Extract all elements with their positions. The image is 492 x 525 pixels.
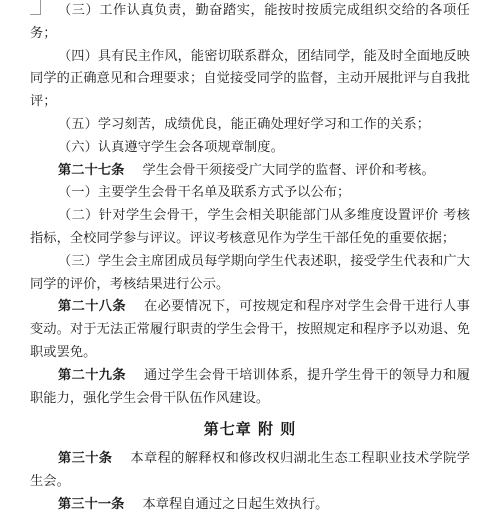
article-28-text: 在必要情况下，可按规定和程序对学生会骨干进行人事变动。对于无法正常履行职责的学生会骨干，按照规定和程序予以劝退、免职或罢免。: [30, 299, 470, 360]
article-28-number: 第二十八条: [58, 299, 126, 315]
document-body: [30, 0, 470, 517]
article-27-number: 第二十七条: [58, 162, 125, 178]
qualification-item-5: （五）学习刻苦，成绩优良，能正确处理好学习和工作的关系；: [58, 116, 431, 132]
qualification-item-6: （六）认真遵守学生会各项规章制度。: [58, 139, 284, 155]
qualification-item-4: （四）具有民主作风，能密切联系群众，团结同学，能及时全面地反映同学的正确意见和合理要求；自觉接受同学的监督，主动开展批评与自我批评；: [30, 48, 470, 110]
article-27-item-2: （二）针对学生会骨干，学生会相关职能部门从多维度设置评价 考核指标，全校同学参与评议。评议考核意见作为学生干部任免的重要依据；: [30, 208, 470, 246]
article-30-text: 本章程的解释权和修改权归湖北生态工程职业技术学院学生会。: [30, 451, 470, 490]
article-31-text: 本章程自通过之日起生效执行。: [142, 496, 329, 512]
article-27-item-1: （一）主要学生会骨干名单及联系方式予以公布；: [58, 185, 351, 201]
article-27: [30, 160, 470, 183]
qualification-item-3: （三）工作认真负责，勤奋踏实，能按时按质完成组织交给的各项任务；: [30, 3, 470, 41]
article-29-text: 通过学生会骨干培训体系，提升学生骨干的领导力和履职能力，强化学生会骨干队伍作风建设。: [30, 367, 470, 406]
article-29: [30, 365, 470, 411]
article-27-item-3: （三）学生会主席团成员每学期向学生代表述职，接受学生代表和广大同学的评价，考核结果进行公示。: [30, 253, 470, 292]
article-28: [30, 296, 470, 364]
article-31: [30, 494, 470, 517]
article-29-number: 第二十九条: [58, 367, 126, 383]
article-27-text: 学生会骨干须接受广大同学的监督、评价和考核。: [142, 162, 435, 178]
article-31-number: 第三十一条: [58, 496, 125, 512]
chapter-7-heading: 第七章 附 则: [203, 420, 297, 439]
article-30: [30, 448, 470, 494]
article-30-number: 第三十条: [58, 451, 113, 467]
